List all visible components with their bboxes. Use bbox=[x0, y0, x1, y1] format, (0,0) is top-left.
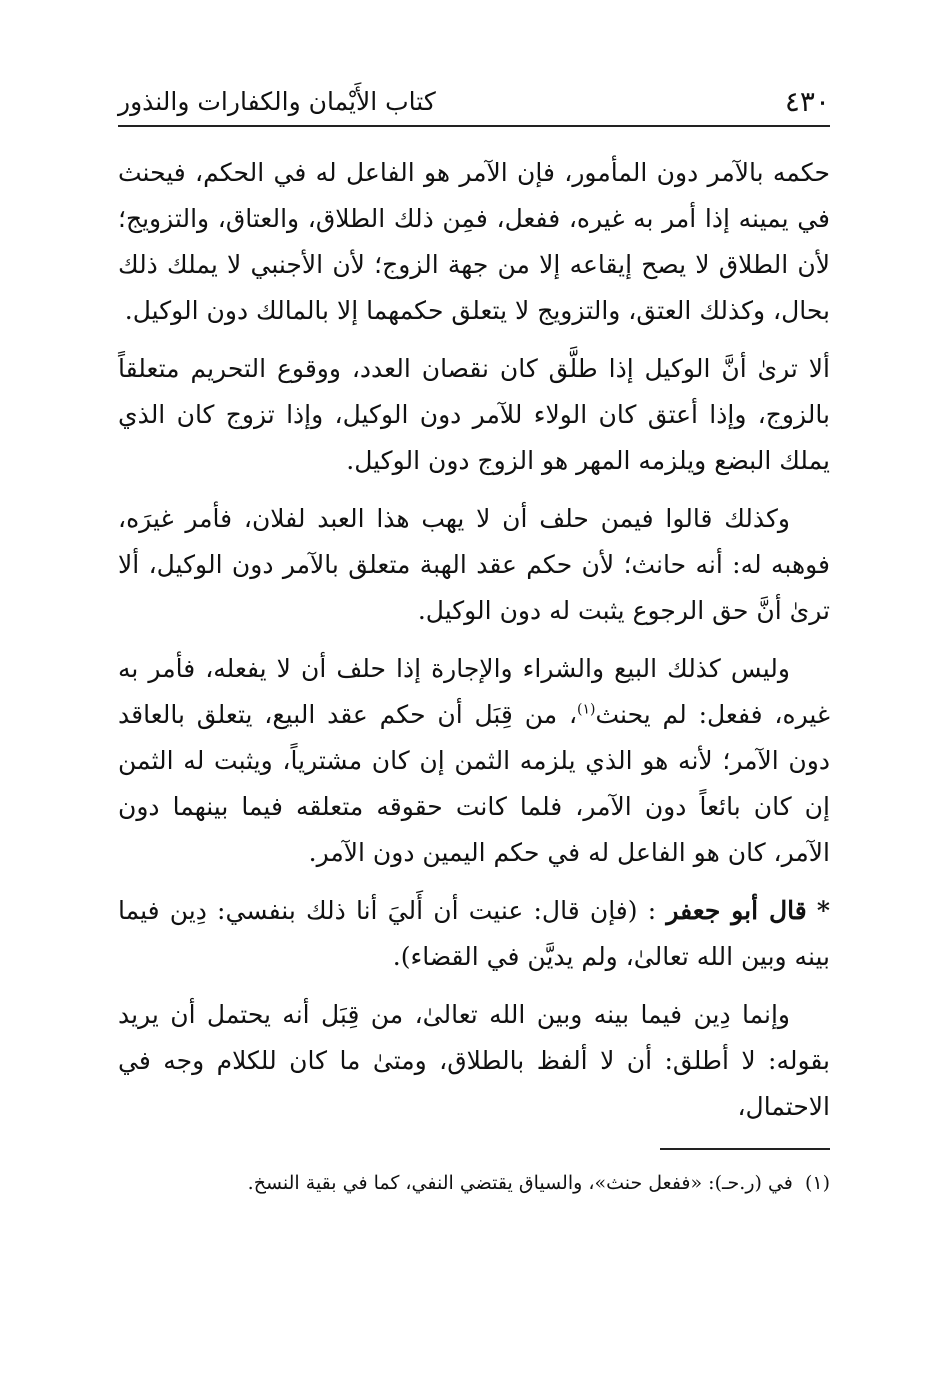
paragraph-4-text-before-note: وليس كذلك البيع والشراء والإجارة إذا حلف أن لا يفعله، فأمر به غيره، ففعل: لم يحنث bbox=[118, 654, 830, 729]
footnote-text: في (ر.حـ): «ففعل حنث»، والسياق يقتضي النفي، كما في بقية النسخ. bbox=[247, 1172, 793, 1194]
footnote-rule bbox=[660, 1148, 830, 1150]
paragraph-5-text: : (فإن قال: عنيت أن أَليَ أنا ذلك بنفسي: دِين فيما بينه وبين الله تعالىٰ، ولم يديَّن في القضاء). bbox=[118, 896, 830, 971]
footnote bbox=[118, 1166, 830, 1200]
paragraph-4 bbox=[118, 646, 830, 876]
paragraph-1 bbox=[118, 150, 830, 334]
running-title: كتاب الأَيْمان والكفارات والنذور bbox=[118, 87, 436, 116]
page-number: ٤٣٠ bbox=[784, 85, 830, 118]
paragraph-3 bbox=[118, 496, 830, 634]
footnote-reference: (١) bbox=[577, 701, 596, 718]
paragraph-marker: * bbox=[816, 896, 830, 925]
paragraph-3-text: وكذلك قالوا فيمن حلف أن لا يهب هذا العبد لفلان، فأمر غيرَه، فوهبه له: أنه حانث؛ لأن حكم عقد الهبة متعلق بالآمر دون الوكيل، ألا ترىٰ أنَّ حق الرجوع يثبت له دون الوكيل. bbox=[118, 504, 830, 625]
paragraph-6 bbox=[118, 992, 830, 1130]
paragraph-1-text: حكمه بالآمر دون المأمور، فإن الآمر هو الفاعل له في الحكم، فيحنث في يمينه إذا أمر به غيره، ففعل، فمِن ذلك الطلاق، والعتاق، والتزويج؛ لأن الطلاق لا يصح إيقاعه إلا من جهة الزوج؛ لأن الأجنبي لا يملك ذلك بحال، وكذلك العتق، والتزويج لا يتعلق حكمهما إلا بالمالك دون الوكيل. bbox=[118, 158, 830, 325]
page-header bbox=[118, 70, 830, 126]
body-text bbox=[118, 150, 830, 1142]
paragraph-2 bbox=[118, 346, 830, 484]
header-rule bbox=[118, 125, 830, 127]
speaker-name: قال أبو جعفر bbox=[666, 896, 807, 925]
paragraph-4-text-after-note: ، من قِبَل أن حكم عقد البيع، يتعلق بالعاقد دون الآمر؛ لأنه هو الذي يلزمه الثمن إن كان مشترياً، ويثبت له الثمن إن كان بائعاً دون الآمر، فلما كانت حقوقه متعلقه فيما بينهما دون الآمر، كان هو الفاعل له في حكم اليمين دون الآمر. bbox=[118, 700, 830, 867]
paragraph-2-text: ألا ترىٰ أنَّ الوكيل إذا طلَّق كان نقصان العدد، ووقوع التحريم متعلقاً بالزوج، وإذا أعتق كان الولاء للآمر دون الوكيل، وإذا تزوج كان الذي يملك البضع ويلزمه المهر هو الزوج دون الوكيل. bbox=[118, 354, 830, 475]
paragraph-6-text: وإنما دِين فيما بينه وبين الله تعالىٰ، من قِبَل أنه يحتمل أن يريد بقوله: لا أطلق: أن لا ألفظ بالطلاق، ومتىٰ ما كان للكلام وجه في الاحتمال، bbox=[118, 1000, 830, 1121]
paragraph-5 bbox=[118, 888, 830, 980]
footnote-number: (١) bbox=[804, 1172, 830, 1194]
